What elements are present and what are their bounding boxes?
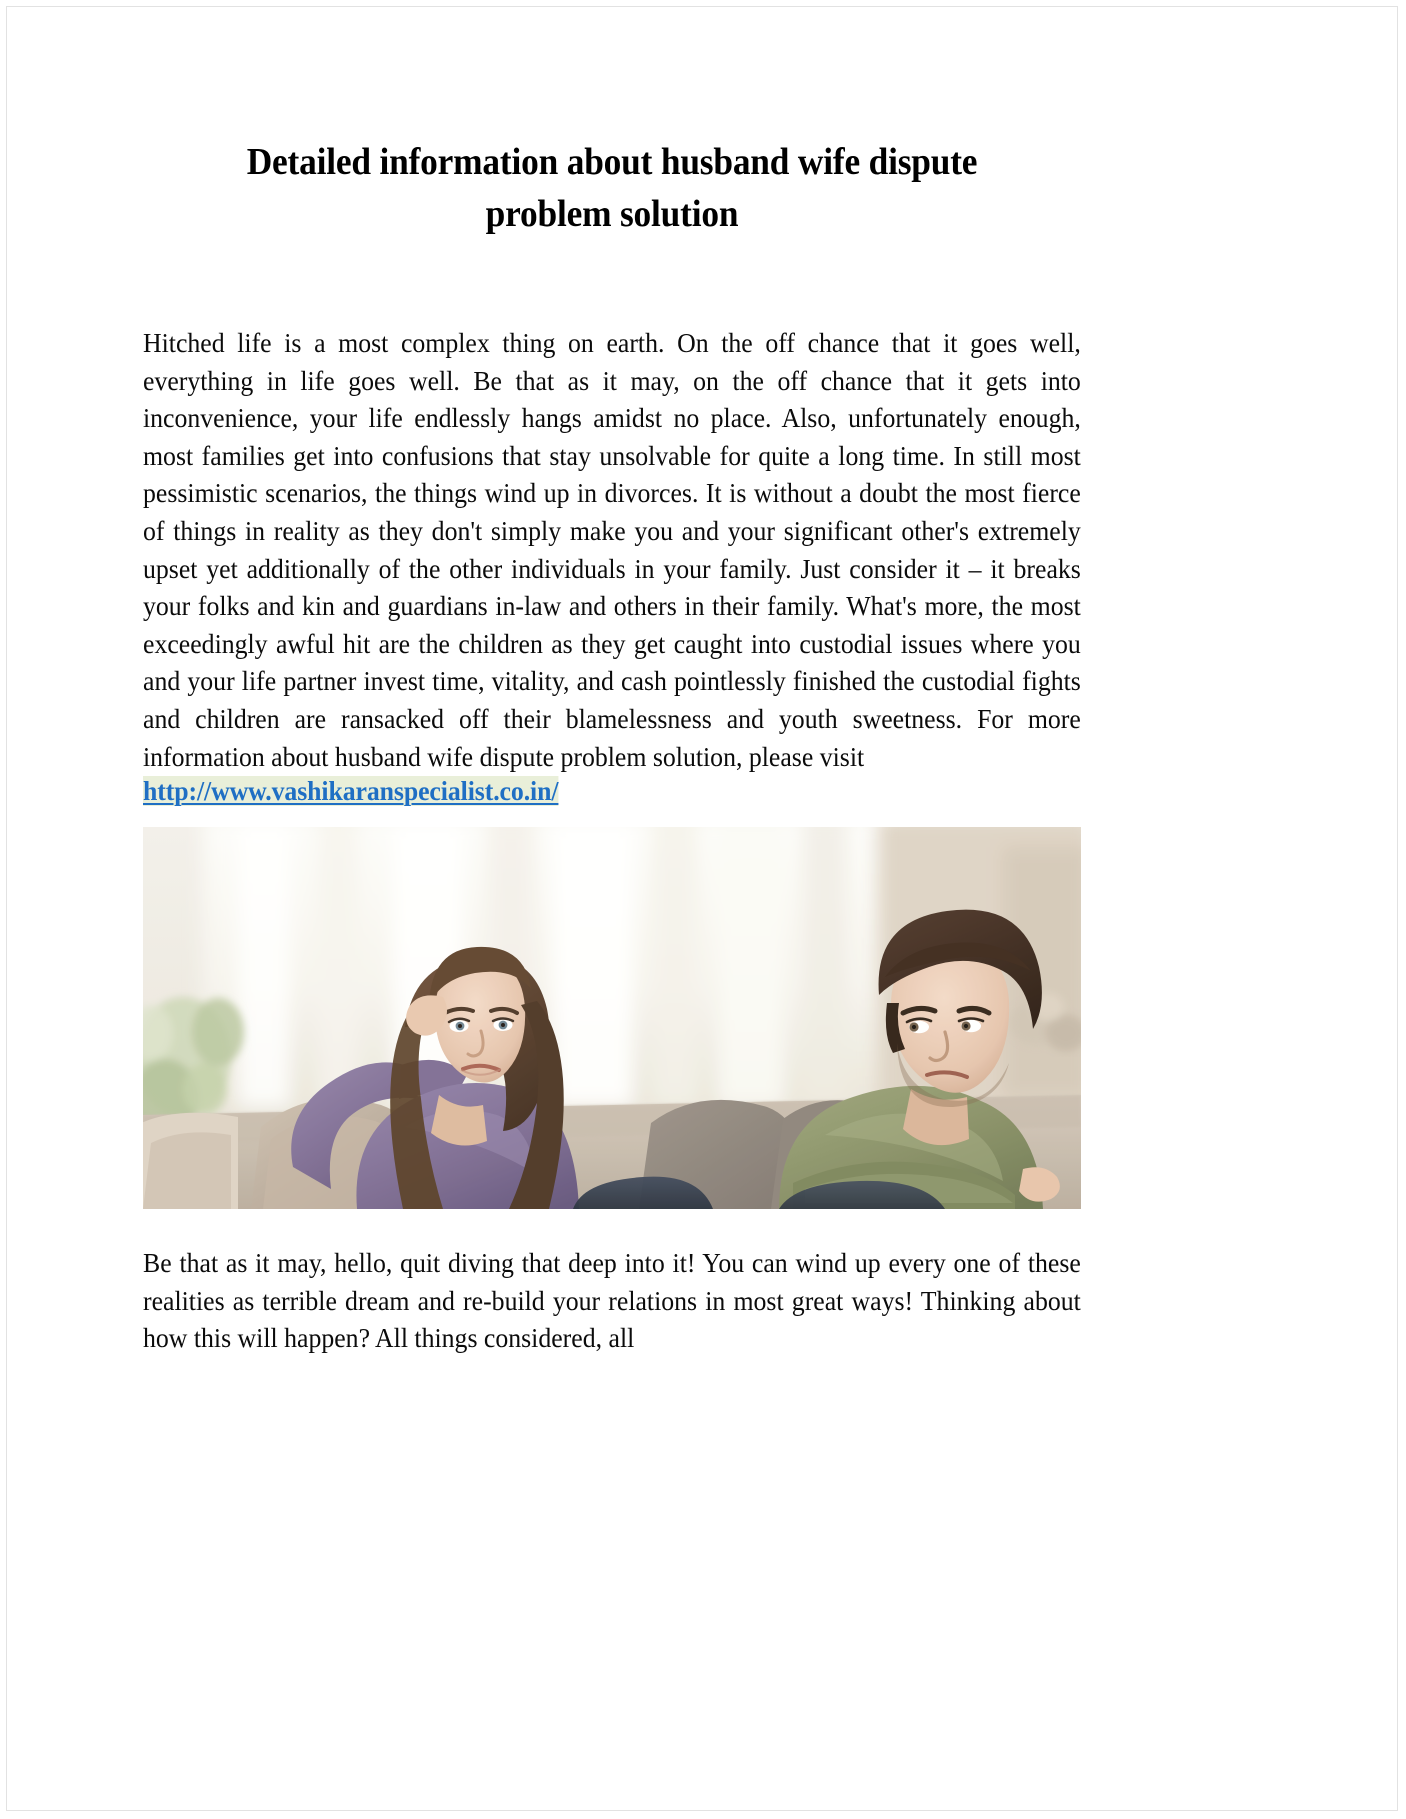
page-title-line-1: Detailed information about husband wife dispute [246,141,978,183]
page-title-line-2: problem solution [485,193,739,235]
page-title [176,0,1048,240]
couple-photo [143,827,1081,1209]
page-content [143,0,1081,1358]
couple-photo-illustration [143,827,1081,1209]
external-link-line [143,776,1039,807]
paragraph-one: Hitched life is a most complex thing on earth. On the off chance that it goes well, everything in life goes well. Be that as it may, on the off chance that it gets into inconvenience, your life endlessly hangs amidst no place. Also, unfortunately enough, most families get into confusions that stay unsolvable for quite a long time. In still most pessimistic scenarios, the things wind up in divorces. It is without a doubt the most fierce of things in reality as they don't simply make you and your significant other's extremely upset yet additionally of the other individuals in your family. Just consider it – it breaks your folks and kin and guardians in-law and others in their family. What's more, the most exceedingly awful hit are the children as they get caught into custodial issues where you and your life partner invest time, vitality, and cash pointlessly finished the custodial fights and children are ransacked off their blamelessness and youth sweetness. For more information about husband wife dispute problem solution, please visit [143,328,1081,772]
vashikaran-specialist-link[interactable]: http://www.vashikaranspecialist.co.in/ [143,776,559,807]
paragraph-two: Be that as it may, hello, quit diving that deep into it! You can wind up every one of these realities as terrible dream and re-build your relations in most great ways! Thinking about how this will happen? All things considered, all [143,1248,1081,1354]
